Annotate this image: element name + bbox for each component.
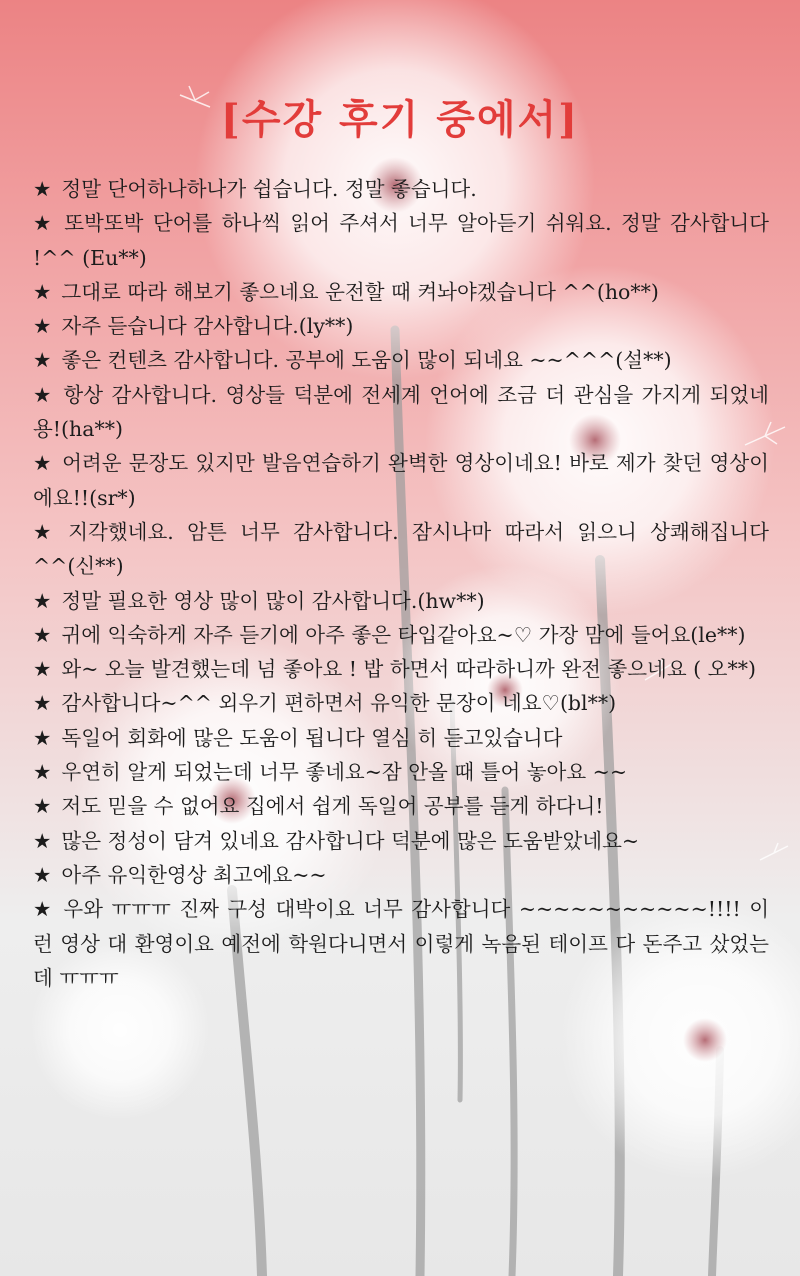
review-text: 자주 듣습니다 감사합니다.(ly**) [61, 314, 354, 339]
review-item [33, 309, 769, 343]
star-icon: ★ [33, 691, 52, 716]
review-text: 저도 믿을 수 없어요 집에서 쉽게 독일어 공부를 듣게 하다니! [61, 794, 604, 819]
review-text: 좋은 컨텐츠 감사합니다. 공부에 도움이 많이 되네요 ~~^^^(설**) [61, 348, 672, 373]
review-text: 정말 필요한 영상 많이 많이 감사합니다.(hw**) [61, 588, 485, 613]
review-text: 그대로 따라 해보기 좋으네요 운전할 때 켜놔야겠습니다 ^^(ho**) [61, 279, 659, 304]
star-icon: ★ [33, 177, 52, 201]
review-text: 많은 정성이 담겨 있네요 감사합니다 덕분에 많은 도움받았네요~ [61, 828, 640, 853]
review-item [33, 275, 769, 309]
review-text: 정말 단어하나하나가 쉽습니다. 정말 좋습니다. [61, 177, 477, 201]
review-item [33, 789, 769, 823]
star-icon: ★ [33, 725, 52, 750]
review-item [33, 206, 769, 275]
star-icon: ★ [33, 588, 52, 613]
review-text: 감사합니다~^^ 외우기 편하면서 유익한 문장이 네요♡(bl**) [61, 691, 617, 716]
review-list [33, 172, 769, 995]
star-icon: ★ [33, 211, 55, 236]
review-item [33, 858, 769, 892]
review-text: 우와 ㅠㅠㅠ 진짜 구성 대박이요 너무 감사합니다 ~~~~~~~~~~~!!!! 이런 영상 대 환영이요 예전에 학원다니면서 이렇게 녹음된 테이프 다 돈주고 샀었는데 ㅠㅠㅠ [33, 897, 769, 990]
review-text: 어려운 문장도 있지만 발음연습하기 완벽한 영상이네요! 바로 제가 찾던 영상이에요!!(sr*) [33, 451, 769, 510]
review-item [33, 892, 769, 995]
review-text: 우연히 알게 되었는데 너무 좋네요~잠 안올 때 틀어 놓아요 ~~ [61, 760, 628, 785]
review-item [33, 755, 769, 789]
review-text: 와~ 오늘 발견했는데 넘 좋아요 ! 밥 하면서 따라하니까 완전 좋으네요 ( 오**) [61, 657, 756, 682]
star-icon: ★ [33, 622, 52, 647]
review-text: 독일어 회화에 많은 도움이 됩니다 열심 히 듣고있습니다 [61, 725, 563, 750]
star-icon: ★ [33, 760, 52, 785]
star-icon: ★ [33, 828, 52, 853]
review-text: 지각했네요. 암튼 너무 감사합니다. 잠시나마 따라서 읽으니 상쾌해집니다^^(신**) [33, 519, 769, 579]
star-icon: ★ [33, 451, 53, 476]
review-text: 귀에 익숙하게 자주 듣기에 아주 좋은 타입같아요~♡ 가장 맘에 들어요(le**) [61, 622, 746, 647]
review-item [33, 378, 769, 447]
review-item [33, 618, 769, 652]
review-text: 항상 감사합니다. 영상들 덕분에 전세계 언어에 조금 더 관심을 가지게 되었네용!(ha**) [33, 382, 769, 442]
review-item [33, 515, 769, 584]
star-icon: ★ [33, 657, 52, 682]
review-item [33, 686, 769, 720]
star-icon: ★ [33, 348, 52, 373]
review-text: 또박또박 단어를 하나씩 읽어 주셔서 너무 알아듣기 쉬워요. 정말 감사합니다 !^^ (Eu**) [33, 211, 769, 270]
review-item [33, 446, 769, 515]
review-item [33, 824, 769, 858]
star-icon: ★ [33, 279, 52, 304]
review-item [33, 172, 769, 206]
page-title: [수강 후기 중에서] [220, 96, 580, 143]
review-text: 아주 유익한영상 최고에요~~ [61, 862, 327, 887]
star-icon: ★ [33, 897, 54, 922]
star-icon: ★ [33, 314, 52, 339]
star-icon: ★ [33, 382, 54, 407]
star-icon: ★ [33, 794, 52, 819]
review-item [33, 584, 769, 618]
star-icon: ★ [33, 862, 52, 887]
review-item [33, 343, 769, 377]
review-item [33, 721, 769, 755]
review-item [33, 652, 769, 686]
star-icon: ★ [33, 519, 59, 544]
